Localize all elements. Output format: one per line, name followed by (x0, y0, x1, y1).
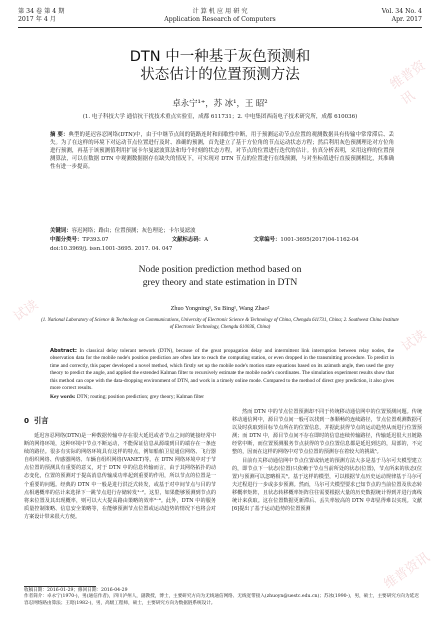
article-number: 1001-3695(2017)04-1162-04 (280, 237, 359, 243)
keywords-en (50, 394, 394, 401)
paragraph: 延迟容忍网络(DTN)是一种数据传输中存在很大延迟或者节点之间的链接经常中断的网络环境，这种环境中节点不断运动，不能保证信息从源端到目的端存在一条连续的路径。很多有实际的网络环境具有这样的特点，例如船舶卫星通信网络、飞行器自组织网络、传感器网络、车辆自组织网络(VANET)等。在 DTN 网络环境中对于节点位置的预测具有重要的意义，对于 DTN 中的信息传输而言，由于其网络拓扑的动态变化，位置的预测对于提高消息传输成功率起到重要的作用，所以节点的位置是一个重要的问题。经典的 DTN 中一般是进行洪泛式转发，或基于对中间节点与目的节点相遇概率的估计来选择下一跳节点进行存储转发¹⁻²。这里，如果能够预测到节点的将来位置及其出现概率，则可以大大提高路由策略的效率³⁻⁴。此外，DTN 中的服务质量控制策略、信息安全策略等，在能够预测节点位置或运动趋势的情况下也将会对方案设计带来很大方便。 (24, 433, 216, 520)
paper-title-en: Node position prediction method based on grey theory and state estimation in DTN (138, 264, 302, 288)
body-column-left (24, 432, 216, 521)
paragraph: 目前有关移动通信网中节点位置或轨迹的预测方法大多是基于马尔可夫模型建立的，即节点下一状态(位置)只依赖于节点当前所处的状态(位置)，节点所来的状态(位置)与预测可以忽略相关⁶。基于这样的模型，可以根据节点历史运动规律基于马尔可夫过程进行一步或多步预测。然而，马尔可夫模型要求已知节点的当前位置及状态转移概率矩阵，且状态转移概率矩阵往往需要根据大量的历史数据统计得到并进行离线统计来获取。这在位置数据更新滞后、丢失率较高的 DTN 中却显得难以实现。文献[6]提出了基于运动趋势的位置预测 (232, 457, 422, 513)
journal-volume: Vol. 34 No. 4 Apr. 2017 (381, 8, 422, 23)
paper-title-cn: DTN 中一种基于灰色预测和 状态估计的位置预测方法 (129, 49, 311, 83)
authors-en: Zhuo Yongning¹, Su Bing¹, Wang Zhao² (170, 305, 270, 312)
watermark: 维普资讯 (387, 58, 429, 109)
keywords-cn-text: 容迟网络；路由；位置预测；灰色理论；卡尔曼滤波 (71, 228, 196, 234)
abstract-en-text: In classical delay tolerant network (DTN), because of the great propagation delay and intermittent link interruption between relay nodes, the observation data for the mobile node's position prediction are often late to reach the computing station, or even dropped in the transmitting procedure. To predict in time and correctly, this paper developed a novel method, which firstly set up the mobile node's motion state equations based on its azimuth angle, then used the grey theory to predict the angle, and applied the extended Kalman filter to recursively estimate the mobile node's coordinates. The simulation experiment results show that this method can cope with the data-dropping environment of DTN, and work in a timely online mode. Compared to the method of direct grey prediction, it also gives more correct results. (50, 348, 394, 392)
footnote: 收稿日期：2016-01-29；修回日期：2016-04-29 作者简介：卓永宁(1970-)，男(通信作者)，四川泸州人，副教授，博士，主要研究方向为无线通信网络、无线宽带接入(zhuoyn@uestc.edu.cn)；苏冰(1990-)，男，硕士，主要研究方向为延迟容忍网络路由算法；王昭(1982-)，男，高级工程师，硕士，主要研究方向为数据链系统设计。 (24, 588, 419, 606)
abstract-en (50, 348, 394, 392)
section-heading: 0 引言 (24, 416, 49, 425)
doi: doi:10.3969/j. issn.1001-3695. 2017. 04. 047 (50, 246, 173, 252)
header-rule (18, 27, 422, 28)
affiliation-en: (1. National Laboratory of Science & Technology on Communications, University of Electronic Science & Technology of China, Chengdu 611731, China; 2. Southwest China Institute of Electronic Technology, Chengdu 610036, China) (41, 318, 399, 331)
watermark: 维普资讯 (381, 550, 433, 593)
affiliation-cn: (1. 电子科技大学 通信抗干扰技术重点实验室，成都 611731；2. 中电集团西南电子技术研究所，成都 610036) (82, 114, 358, 120)
abstract-cn-text: 典型的延迟容忍网络(DTN)中，由于中继节点间的链路连时和间歇性中断，用于预测运动节点位置的观测数据具有传输中常常滞后、丢失。为了在这样的环境下对运动节点位置进行及时、准确的预测，首先建立了基于方位角的节点运动状态方程；然后利用灰色预测理论对方位角进行预测，再基于该预测值利用扩展卡尔曼滤波算法和每个时刻的状态方程，对节点的位置进行迭代的估计。仿真分析表明，采用这样的位置预测算法，可以在数据 DTN 中观测数据据存在缺失的情况下，可实现对 DTN 节点的位置进行在线预测，与对坐标值进行直接预测相比，其准确性有进一步提高。 (50, 132, 394, 171)
clc-number: TP393.07 (82, 237, 109, 243)
keywords-cn (50, 227, 394, 235)
authors-cn: 卓永宁¹⁺，苏 冰¹，王 昭² (172, 98, 268, 108)
watermark: 试读 (399, 327, 430, 355)
keywords-en-text: DTN; routing; position prediction; grey theory; Kalman filter (76, 394, 205, 400)
keywords-cn-label: 关键词： (50, 228, 72, 234)
journal-name: 计 算 机 应 用 研 究 Application Research of Computers (164, 8, 276, 23)
doc-code: A (204, 237, 208, 243)
abstract-cn-label: 摘 要： (50, 132, 69, 138)
classification-row: 中图分类号：TP393.07 文献标志码：A 文章编号：1001-3695(2017)04-1162-04 (50, 237, 359, 243)
abstract-en-label: Abstract: (50, 348, 77, 354)
keywords-en-label: Key words: (50, 394, 76, 400)
paragraph: 然而 DTN 中的节点位置预测却不同于传统移动通信网中的位置预测问题。传统移动通信网中，源目节点间一般可以找到一条顺畅的连续路径，节点位置观测数据可以及时获取到目标节点所在的位置信息，并据此获得节点的运动趋势从而进行位置预测；而 DTN 中，源目节点间不存在即时的信息连续传输路径，传输延迟很大且链路经常中断，而位置预测服务节点获得的节点位置信息都是延迟到达的，局部的，不完整的，因而在这样的网络中对节点位置的预测存在着较大的挑战⁵。 (232, 409, 422, 456)
journal-issue: 第 34 卷 第 4 期 2017 年 4 月 (18, 8, 65, 23)
abstract-cn (50, 131, 394, 171)
body-column-right (232, 408, 422, 513)
footnote-rule (24, 586, 96, 587)
watermark: 试读 (11, 297, 42, 325)
